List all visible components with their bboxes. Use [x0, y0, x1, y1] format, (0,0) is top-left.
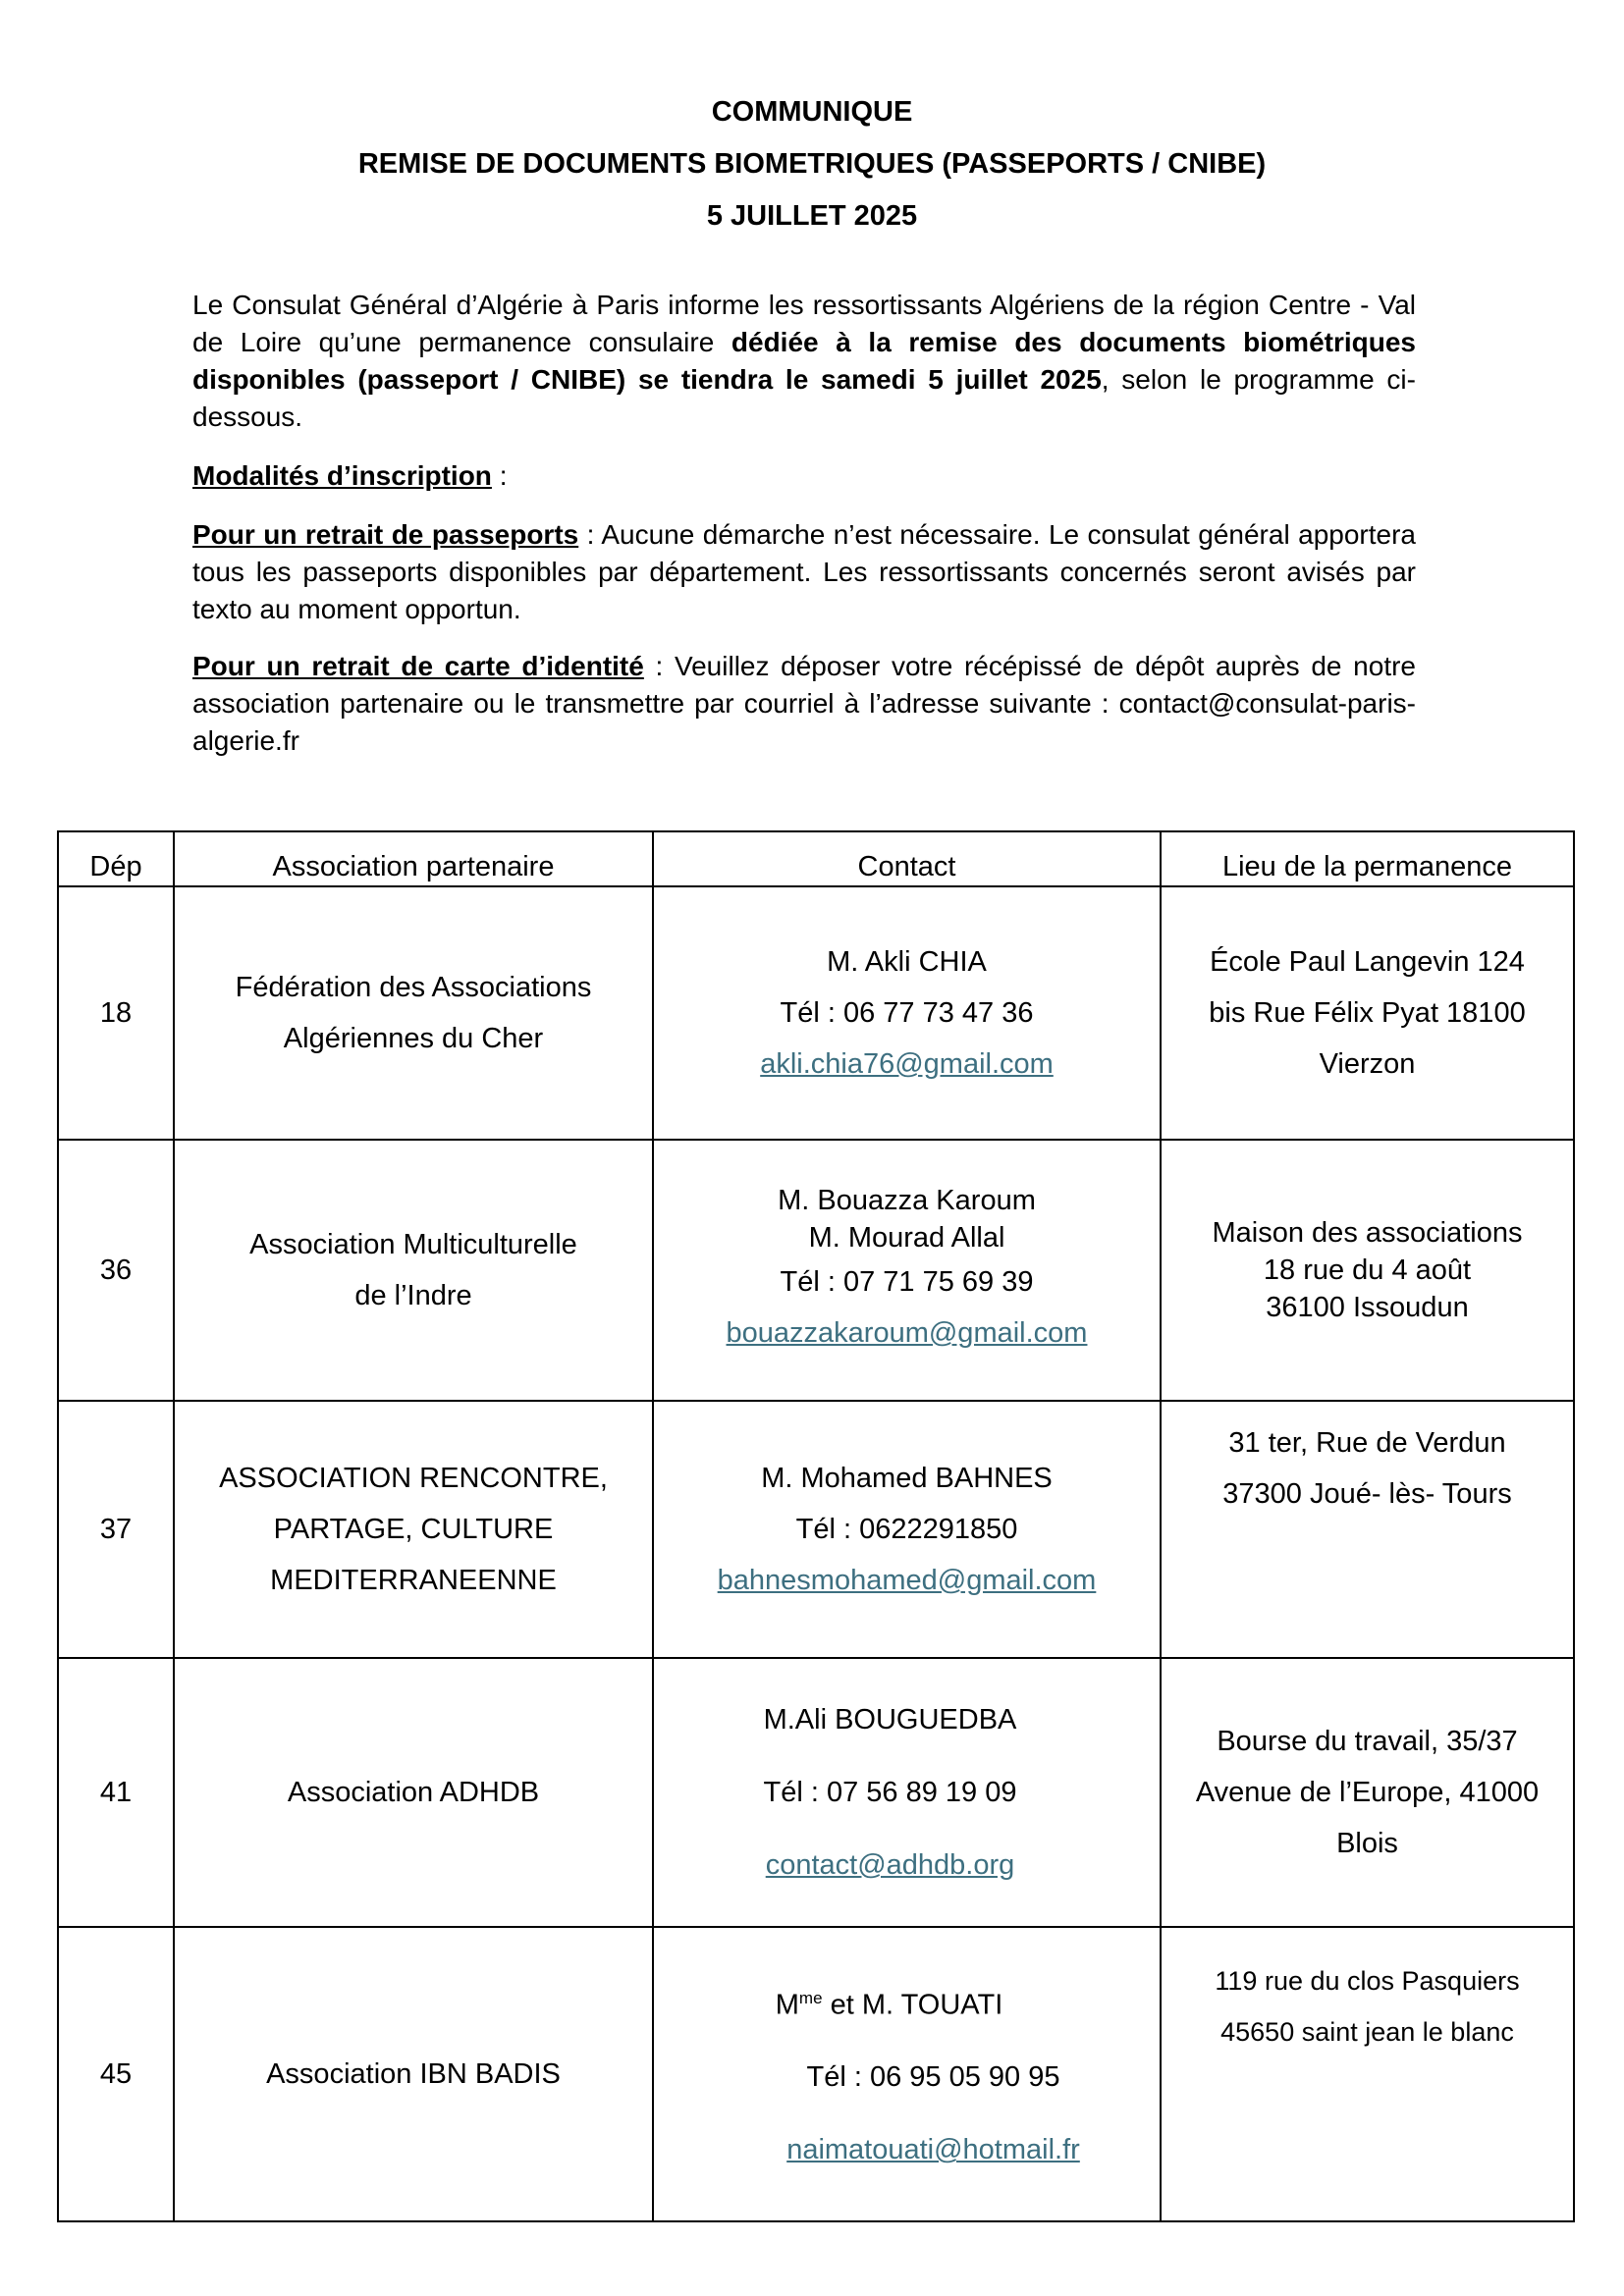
event-date: 5 JUILLET 2025	[706, 200, 918, 232]
lieu-cell: Maison des associations 18 rue du 4 août 36100 Issoudun	[1161, 1140, 1574, 1401]
header-contact: Contact	[653, 831, 1161, 886]
header-dep: Dép	[58, 831, 174, 886]
lieu-cell: 31 ter, Rue de Verdun 37300 Joué- lès- Tours	[1161, 1401, 1574, 1658]
header-association: Association partenaire	[174, 831, 653, 886]
association-cell: Association ADHDB	[174, 1658, 653, 1927]
dep-cell: 45	[58, 1927, 174, 2221]
table-row	[58, 1927, 1574, 2221]
email-link[interactable]: bouazzakaroum@gmail.com	[726, 1317, 1088, 1349]
table-row	[58, 1658, 1574, 1927]
contact-cell: M. Akli CHIA Tél : 06 77 73 47 36 akli.chia76@gmail.com	[653, 886, 1161, 1140]
contact-cell: M.Ali BOUGUEDBA Tél : 07 56 89 19 09 contact@adhdb.org	[653, 1658, 1161, 1927]
contact-cell: M. Bouazza Karoum M. Mourad Allal Tél : 07 71 75 69 39 bouazzakaroum@gmail.com	[653, 1140, 1161, 1401]
email-link[interactable]: contact@adhdb.org	[765, 1849, 1015, 1881]
dep-cell: 37	[58, 1401, 174, 1658]
permanence-table	[57, 830, 1575, 2222]
communique-title: COMMUNIQUE	[711, 96, 913, 128]
association-cell: ASSOCIATION RENCONTRE, PARTAGE, CULTURE MEDITERRANEENNE	[174, 1401, 653, 1658]
association-cell: Fédération des Associations Algériennes du Cher	[174, 886, 653, 1140]
dep-cell: 41	[58, 1658, 174, 1927]
association-cell: Association Multiculturelle de l’Indre	[174, 1140, 653, 1401]
email-link[interactable]: bahnesmohamed@gmail.com	[717, 1565, 1097, 1596]
lieu-cell: École Paul Langevin 124 bis Rue Félix Pyat 18100 Vierzon	[1161, 886, 1574, 1140]
dep-cell: 18	[58, 886, 174, 1140]
table-header-row	[58, 831, 1574, 886]
document-subtitle: REMISE DE DOCUMENTS BIOMETRIQUES (PASSEPORTS / CNIBE)	[357, 148, 1267, 180]
lieu-cell: 119 rue du clos Pasquiers 45650 saint jean le blanc	[1161, 1927, 1574, 2221]
email-link[interactable]: akli.chia76@gmail.com	[760, 1048, 1054, 1080]
association-cell: Association IBN BADIS	[174, 1927, 653, 2221]
carte-paragraph: Pour un retrait de carte d’identité : Veuillez déposer votre récépissé de dépôt auprès de notre association partenaire ou le transmettre par courriel à l’adresse suivante : contact@consulat-paris-algerie.fr	[192, 651, 1416, 756]
dep-cell: 36	[58, 1140, 174, 1401]
modalites-heading: Modalités d’inscription :	[192, 460, 508, 491]
table-row	[58, 1401, 1574, 1658]
contact-cell: $M^{me}$ et M. TOUATI Tél : 06 95 05 90 95 naimatouati@hotmail.fr	[653, 1927, 1161, 2221]
header-lieu: Lieu de la permanence	[1161, 831, 1574, 886]
passeports-paragraph: Pour un retrait de passeports : Aucune démarche n’est nécessaire. Le consulat général apportera tous les passeports disponibles par département. Les ressortissants concernés seront avisés par texto au moment opportun.	[192, 519, 1416, 624]
table-row	[58, 1140, 1574, 1401]
intro-paragraph: Le Consulat Général d’Algérie à Paris informe les ressortissants Algériens de la région Centre - Val de Loire qu’une permanence consulaire dédiée à la remise des documents biométriques disponibles (passeport / CNIBE) se tiendra le samedi 5 juillet 2025, selon le programme ci-dessous.	[192, 290, 1416, 432]
email-link[interactable]: naimatouati@hotmail.fr	[786, 2134, 1080, 2166]
table-row	[58, 886, 1574, 1140]
lieu-cell: Bourse du travail, 35/37 Avenue de l’Europe, 41000 Blois	[1161, 1658, 1574, 1927]
contact-cell: M. Mohamed BAHNES Tél : 0622291850 bahnesmohamed@gmail.com	[653, 1401, 1161, 1658]
